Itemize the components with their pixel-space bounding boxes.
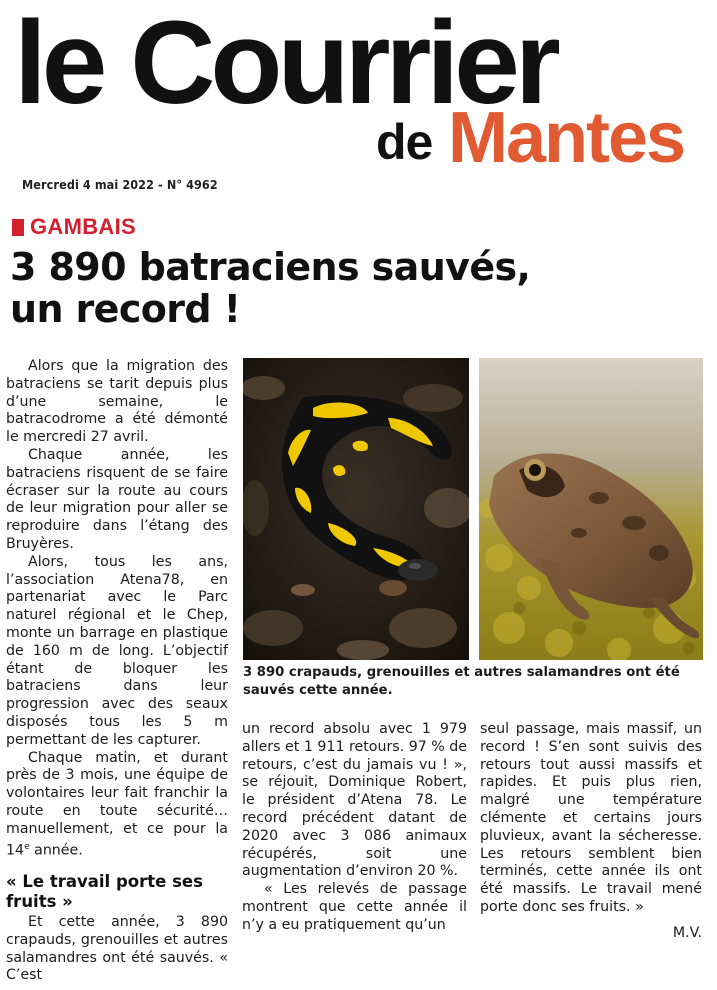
kicker-square-icon — [12, 219, 24, 236]
masthead-mantes: Mantes — [448, 98, 685, 178]
headline — [10, 246, 710, 330]
article-column-1 — [6, 358, 228, 985]
headline-line-1: 3 890 batraciens sauvés, — [10, 245, 531, 289]
paragraph: « Les relevés de passage montrent que cette année il n’y a eu pratiquement qu’un — [242, 881, 467, 933]
section-kicker — [12, 214, 136, 240]
paragraph-text: année. — [29, 842, 83, 859]
photo-caption: 3 890 crapauds, grenouilles et autres salamandres ont été sauvés cette année. — [243, 665, 680, 698]
salamander-image — [243, 358, 469, 660]
subheading: « Le travail porte ses fruits » — [6, 872, 203, 911]
paragraph: Alors, tous les ans, l’association Atena78, en partenariat avec le Parc naturel régional et le Chep, monte un barrage en plastique de 160 m de long. L’objectif étant de bloquer les batraciens dans leur progression avec des seaux disposés tous les 5 m permettant de les capturer. — [6, 553, 228, 748]
masthead-title: le Courrier — [14, 0, 556, 129]
paragraph: seul passage, mais massif, un record ! S’en sont suivis des retours tout aussi massifs et rapides. Et puis plus rien, malgré une température clémente et certains jours pluvieux, avant la sécheresse. Les retours semblent bien terminés, cette année ils ont été massifs. Le travail mené porte donc ses fruits. » — [480, 721, 702, 915]
kicker-label: GAMBAIS — [30, 214, 136, 239]
masthead-de: de — [376, 114, 433, 170]
paragraph-text: Chaque matin, et durant près de 3 mois, une équipe de volontaires leur fait franchir la route en toute sécurité… manuellement, et ce pour la 14 — [6, 749, 228, 859]
author-signature: M.V. — [672, 924, 702, 941]
paragraph — [6, 750, 228, 861]
frog-photo — [479, 358, 703, 660]
paragraph: Et cette année, 3 890 crapauds, grenouilles et autres salamandres ont été sauvés. « C’est — [6, 914, 228, 984]
headline-line-2: un record ! — [10, 287, 241, 331]
paragraph: Chaque année, les batraciens risquent de se faire écraser sur la route au cours de leur migration pour aller se reproduire dans l’étang des Bruyères. — [6, 446, 228, 552]
dateline: Mercredi 4 mai 2022 - N° 4962 — [22, 177, 218, 192]
frog-image — [479, 358, 703, 660]
salamander-photo — [243, 358, 469, 660]
ordinal-suffix: e — [24, 841, 30, 852]
paragraph: Alors que la migration des batraciens se tarit depuis plus d’une semaine, le batracodrome a été démonté le mercredi 27 avril. — [6, 358, 228, 446]
paragraph: un record absolu avec 1 979 allers et 1 911 retours. 97 % de retours, c’est du jamais vu ! », se réjouit, Dominique Robert, le président d’Atena 78. Le record précédent datant de 2020 avec 3 086 animaux récupérés, soit une augmentation d’environ 20 %. — [242, 721, 467, 880]
article-column-2 — [242, 721, 467, 935]
article-column-3 — [480, 721, 702, 943]
